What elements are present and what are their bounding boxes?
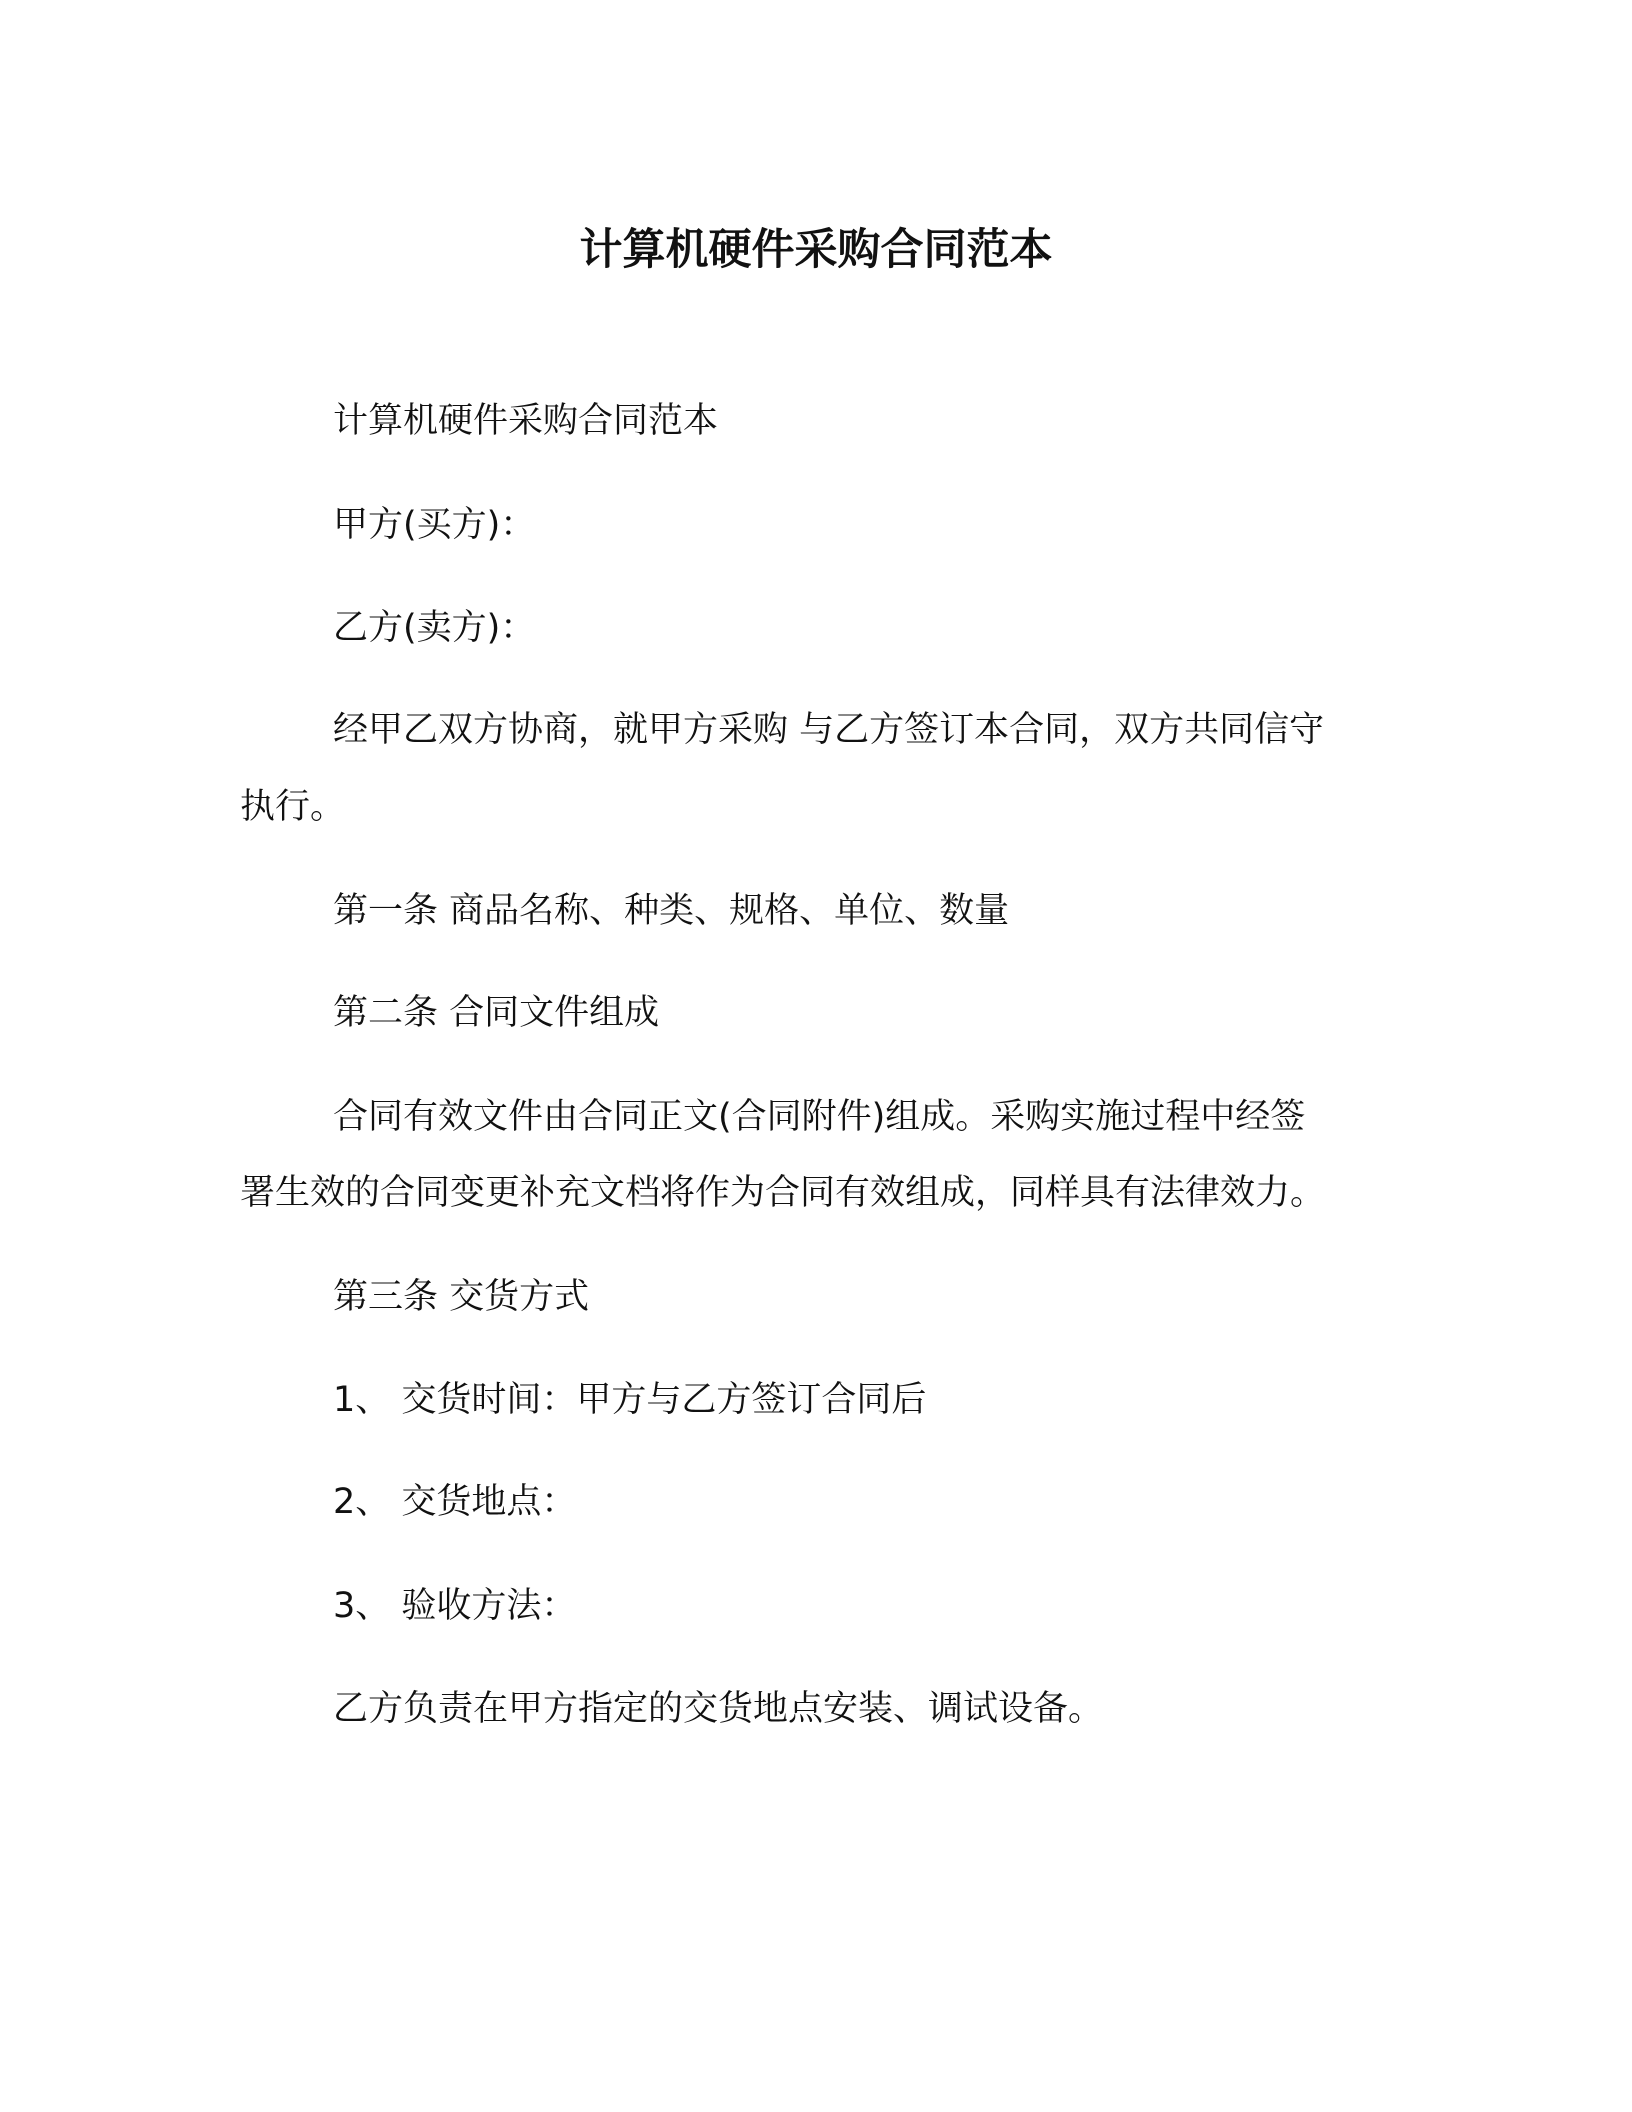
delivery-time-item: 1、 交货时间：甲方与乙方签订合同后 — [333, 1380, 927, 1420]
installation-text: 乙方负责在甲方指定的交货地点安装、调试设备。 — [333, 1689, 1104, 1729]
body-subtitle: 计算机硬件采购合同范本 — [333, 401, 719, 441]
preamble-line-1: 经甲乙双方协商，就甲方采购 与乙方签订本合同，双方共同信守 — [333, 710, 1325, 750]
acceptance-method-item: 3、 验收方法： — [333, 1586, 577, 1626]
delivery-location-item: 2、 交货地点： — [333, 1482, 577, 1522]
document-title: 计算机硬件采购合同范本 — [579, 225, 1053, 275]
article-1-heading: 第一条 商品名称、种类、规格、单位、数量 — [333, 891, 1010, 931]
article-2-text-line-1: 合同有效文件由合同正文(合同附件)组成。采购实施过程中经签 — [333, 1097, 1306, 1137]
article-2-heading: 第二条 合同文件组成 — [333, 993, 660, 1033]
party-a-line: 甲方(买方)： — [333, 505, 536, 545]
article-3-heading: 第三条 交货方式 — [333, 1277, 590, 1317]
party-b-line: 乙方(卖方)： — [333, 608, 536, 648]
preamble-line-2: 执行。 — [240, 787, 346, 827]
article-2-text-line-2: 署生效的合同变更补充文档将作为合同有效组成，同样具有法律效力。 — [240, 1173, 1326, 1213]
